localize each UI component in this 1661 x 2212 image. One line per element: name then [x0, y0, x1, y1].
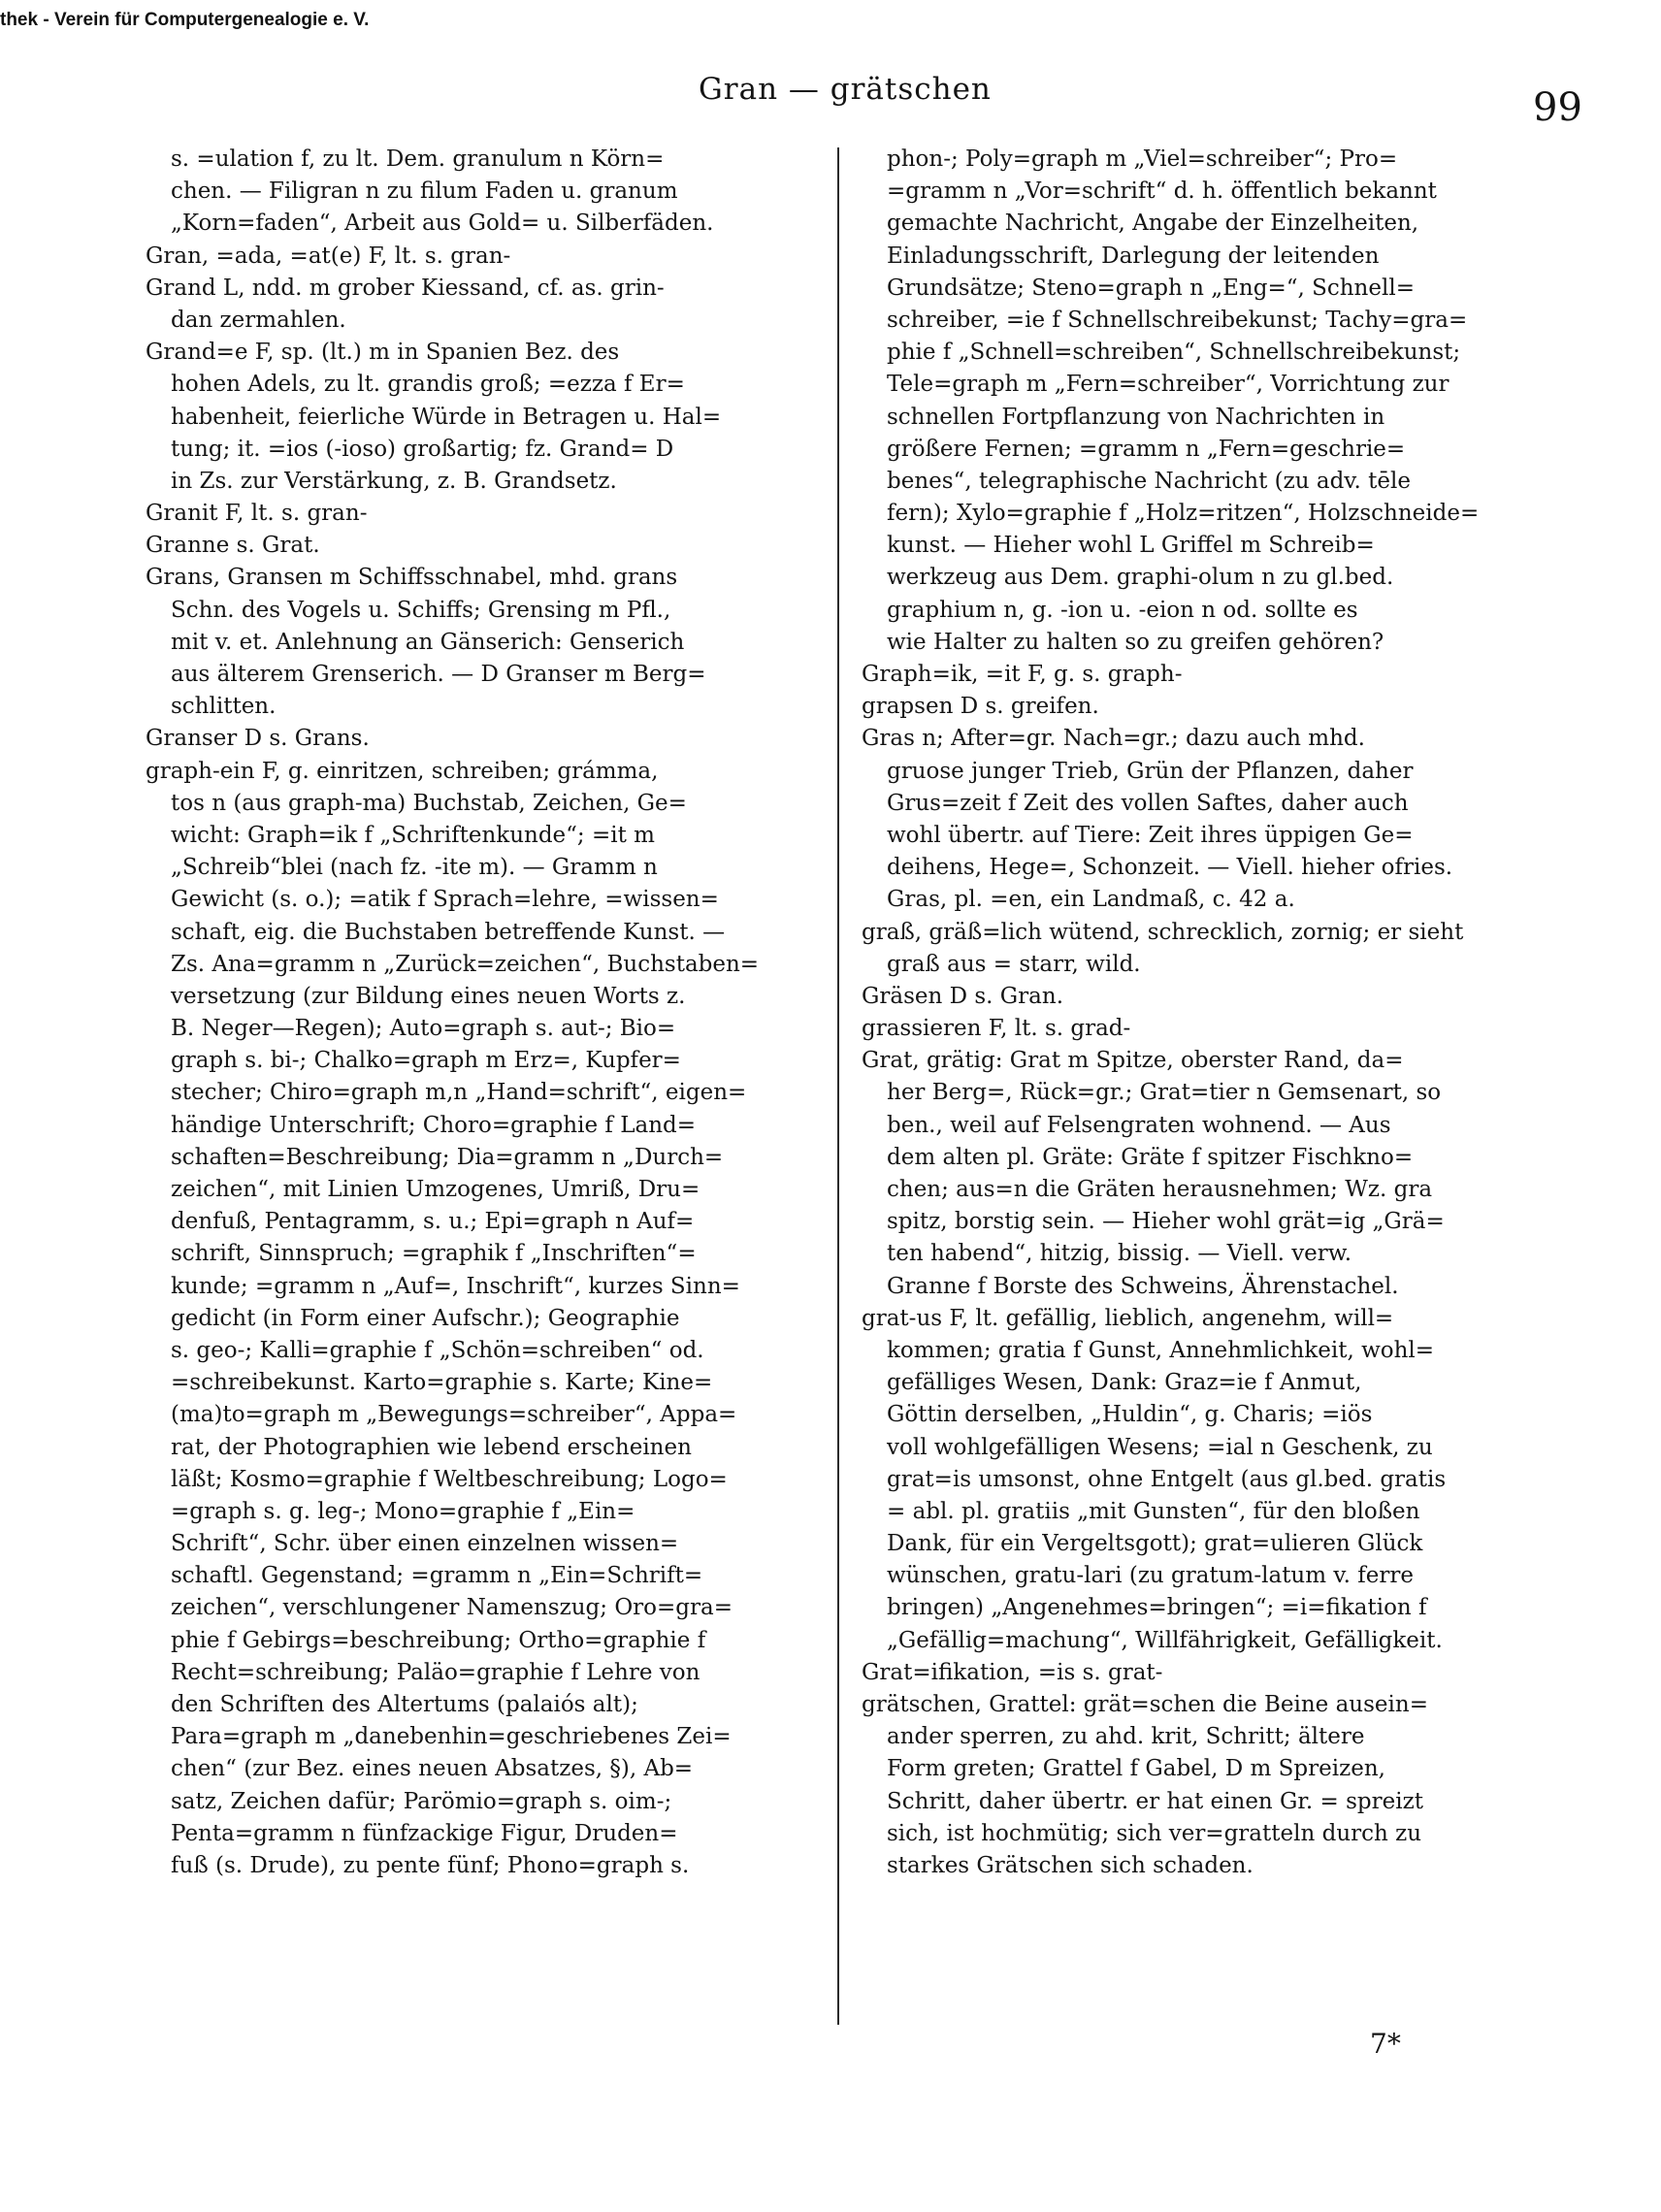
- right-column-line: deihens, Hege=, Schonzeit. — Viell. hieher ofries.: [887, 855, 1453, 881]
- right-column-line: chen; aus=n die Gräten herausnehmen; Wz. gra: [887, 1177, 1433, 1202]
- left-column-line: stecher; Chiro=graph m,n „Hand=schrift“, eigen=: [171, 1080, 747, 1106]
- right-column-line: Grus=zeit f Zeit des vollen Saftes, daher auch: [887, 790, 1409, 816]
- left-column-line: denfuß, Pentagramm, s. u.; Epi=graph n Auf=: [171, 1209, 695, 1235]
- right-column-line: größere Fernen; =gramm n „Fern=geschrie=: [887, 436, 1406, 462]
- right-column-line: spitz, borstig sein. — Hieher wohl grät=ig „Grä=: [887, 1209, 1445, 1235]
- left-column-line: händige Unterschrift; Choro=graphie f Land=: [171, 1112, 697, 1138]
- right-column-line: gruose junger Trieb, Grün der Pflanzen, daher: [887, 758, 1414, 784]
- right-column-line: grapsen D s. greifen.: [862, 694, 1099, 720]
- right-column-line: =gramm n „Vor=schrift“ d. h. öffentlich bekannt: [887, 179, 1437, 205]
- right-column-line: wie Halter zu halten so zu greifen gehören?: [887, 629, 1384, 655]
- left-column-line: mit v. et. Anlehnung an Gänserich: Genserich: [171, 629, 685, 655]
- left-column-line: tung; it. =ios (-ioso) großartig; fz. Grand= D: [171, 436, 674, 462]
- right-column-line: graphium n, g. -ion u. -eion n od. sollte es: [887, 597, 1358, 623]
- left-column-line: Recht=schreibung; Paläo=graphie f Lehre von: [171, 1659, 700, 1685]
- right-column-line: Grat, grätig: Grat m Spitze, oberster Rand, da=: [862, 1048, 1404, 1074]
- right-column-line: voll wohlgefälligen Wesens; =ial n Geschenk, zu: [887, 1434, 1433, 1460]
- left-column-line: Granne s. Grat.: [146, 533, 320, 559]
- left-column: [146, 144, 834, 1882]
- left-column-line: fuß (s. Drude), zu pente fünf; Phono=graph s.: [171, 1852, 690, 1878]
- left-column-line: B. Neger—Regen); Auto=graph s. aut-; Bio=: [171, 1016, 676, 1042]
- right-column-line: grassieren F, lt. s. grad-: [862, 1016, 1131, 1042]
- right-column-line: Einladungsschrift, Darlegung der leitenden: [887, 243, 1380, 269]
- right-column-line: ten habend“, hitzig, bissig. — Viell. verw.: [887, 1241, 1352, 1267]
- signature-mark: 7*: [1370, 2028, 1401, 2060]
- left-column-line: hohen Adels, zu lt. grandis groß; =ezza f Er=: [171, 372, 685, 398]
- right-column-line: phie f „Schnell=schreiben“, Schnellschreibekunst;: [887, 340, 1461, 366]
- page-number: 99: [1533, 85, 1582, 130]
- right-column-line: Dank, für ein Vergeltsgott); grat=ulieren Glück: [887, 1531, 1423, 1557]
- left-column-line: Grand=e F, sp. (lt.) m in Spanien Bez. des: [146, 340, 620, 366]
- right-column-line: grat=is umsonst, ohne Entgelt (aus gl.bed. gratis: [887, 1466, 1447, 1492]
- left-column-line: Grand L, ndd. m grober Kiessand, cf. as. grin-: [146, 275, 665, 301]
- right-column-line: werkzeug aus Dem. graphi-olum n zu gl.bed.: [887, 565, 1394, 591]
- right-column-line: gefälliges Wesen, Dank: Graz=ie f Anmut,: [887, 1370, 1362, 1396]
- right-column-line: gemachte Nachricht, Angabe der Einzelheiten,: [887, 211, 1419, 237]
- left-column-line: Zs. Ana=gramm n „Zurück=zeichen“, Buchstaben=: [171, 951, 760, 977]
- left-column-line: aus älterem Grenserich. — D Granser m Berg=: [171, 662, 706, 687]
- right-column-line: wohl übertr. auf Tiere: Zeit ihres üppigen Ge=: [887, 822, 1414, 848]
- left-column-line: den Schriften des Altertums (palaiós alt);: [171, 1692, 638, 1717]
- left-column-line: zeichen“, mit Linien Umzogenes, Umriß, Dru=: [171, 1177, 700, 1202]
- left-column-line: Schrift“, Schr. über einen einzelnen wissen=: [171, 1531, 679, 1557]
- left-column-line: läßt; Kosmo=graphie f Weltbeschreibung; Logo=: [171, 1466, 728, 1492]
- left-column-line: s. geo-; Kalli=graphie f „Schön=schreiben“ od.: [171, 1337, 704, 1363]
- right-column-line: schreiber, =ie f Schnellschreibekunst; Tachy=gra=: [887, 307, 1468, 333]
- right-column-line: kunst. — Hieher wohl L Griffel m Schreib=: [887, 533, 1375, 559]
- right-column-line: bringen) „Angenehmes=bringen“; =i=fikation f: [887, 1595, 1427, 1621]
- left-column-line: wicht: Graph=ik f „Schriftenkunde“; =it m: [171, 822, 655, 848]
- source-watermark: thek - Verein für Computergenealogie e. V.: [0, 10, 370, 30]
- left-column-line: Penta=gramm n fünfzackige Figur, Druden=: [171, 1820, 678, 1846]
- right-column-line: Gras, pl. =en, ein Landmaß, c. 42 a.: [887, 887, 1295, 913]
- left-column-line: gedicht (in Form einer Aufschr.); Geographie: [171, 1305, 680, 1331]
- left-column-line: Granit F, lt. s. gran-: [146, 501, 368, 527]
- right-column-line: wünschen, gratu-lari (zu gratum-latum v. ferre: [887, 1563, 1414, 1589]
- right-column-line: Gräsen D s. Gran.: [862, 983, 1063, 1009]
- left-column-line: versetzung (zur Bildung eines neuen Worts z.: [171, 983, 686, 1009]
- left-column-line: chen. — Filigran n zu filum Faden u. granum: [171, 179, 678, 205]
- left-column-line: habenheit, feierliche Würde in Betragen u. Hal=: [171, 404, 722, 430]
- left-column-line: Granser D s. Grans.: [146, 726, 370, 752]
- right-column-line: ben., weil auf Felsengraten wohnend. — Aus: [887, 1112, 1391, 1138]
- right-column-line: Tele=graph m „Fern=schreiber“, Vorrichtung zur: [887, 372, 1449, 398]
- right-column: [862, 144, 1580, 1882]
- right-column-line: grätschen, Grattel: grät=schen die Beine ausein=: [862, 1692, 1428, 1717]
- right-column-line: Gras n; After=gr. Nach=gr.; dazu auch mhd.: [862, 726, 1365, 752]
- right-column-line: „Gefällig=machung“, Willfährigkeit, Gefälligkeit.: [887, 1627, 1443, 1653]
- right-column-line: starkes Grätschen sich schaden.: [887, 1852, 1254, 1878]
- right-column-line: grat-us F, lt. gefällig, lieblich, angenehm, will=: [862, 1305, 1394, 1331]
- left-column-line: kunde; =gramm n „Auf=, Inschrift“, kurzes Sinn=: [171, 1273, 740, 1299]
- right-column-line: fern); Xylo=graphie f „Holz=ritzen“, Holzschneide=: [887, 501, 1480, 527]
- left-column-line: in Zs. zur Verstärkung, z. B. Grandsetz.: [171, 468, 617, 494]
- left-column-line: phie f Gebirgs=beschreibung; Ortho=graphie f: [171, 1627, 706, 1653]
- left-column-line: Gewicht (s. o.); =atik f Sprach=lehre, =wissen=: [171, 887, 719, 913]
- left-column-line: Para=graph m „danebenhin=geschriebenes Zei=: [171, 1724, 732, 1750]
- left-column-line: dan zermahlen.: [171, 307, 346, 333]
- right-column-line: = abl. pl. gratiis „mit Gunsten“, für den bloßen: [887, 1498, 1420, 1524]
- left-column-line: graph-ein F, g. einritzen, schreiben; grámma,: [146, 758, 659, 784]
- left-column-line: Grans, Gransen m Schiffsschnabel, mhd. grans: [146, 565, 678, 591]
- right-column-line: graß aus = starr, wild.: [887, 951, 1141, 977]
- right-column-line: Grat=ifikation, =is s. grat-: [862, 1659, 1163, 1685]
- right-column-line: ander sperren, zu ahd. krit, Schritt; ältere: [887, 1724, 1365, 1750]
- right-column-line: benes“, telegraphische Nachricht (zu adv. tēle: [887, 468, 1411, 494]
- left-column-line: satz, Zeichen dafür; Parömio=graph s. oim-;: [171, 1788, 672, 1814]
- left-column-line: chen“ (zur Bez. eines neuen Absatzes, §), Ab=: [171, 1756, 694, 1782]
- running-head: Gran — grätschen: [699, 72, 992, 107]
- right-column-line: Form greten; Grattel f Gabel, D m Spreizen,: [887, 1756, 1385, 1782]
- left-column-line: zeichen“, verschlungener Namenszug; Oro=gra=: [171, 1595, 733, 1621]
- right-column-line: her Berg=, Rück=gr.; Grat=tier n Gemsenart, so: [887, 1080, 1442, 1106]
- right-column-line: sich, ist hochmütig; sich ver=gratteln durch zu: [887, 1820, 1422, 1846]
- left-column-line: graph s. bi-; Chalko=graph m Erz=, Kupfer=: [171, 1048, 681, 1074]
- right-column-line: phon-; Poly=graph m „Viel=schreiber“; Pro=: [887, 146, 1398, 172]
- left-column-line: schaft, eig. die Buchstaben betreffende Kunst. —: [171, 919, 726, 945]
- left-column-line: Schn. des Vogels u. Schiffs; Grensing m Pfl.,: [171, 597, 671, 623]
- right-column-line: Granne f Borste des Schweins, Ährenstachel.: [887, 1273, 1399, 1299]
- right-column-line: Grundsätze; Steno=graph n „Eng=“, Schnell=: [887, 275, 1415, 301]
- left-column-line: schaften=Beschreibung; Dia=gramm n „Durch=: [171, 1144, 724, 1170]
- left-column-line: (ma)to=graph m „Bewegungs=schreiber“, Appa=: [171, 1402, 737, 1428]
- right-column-line: graß, gräß=lich wütend, schrecklich, zornig; er sieht: [862, 919, 1464, 945]
- right-column-line: kommen; gratia f Gunst, Annehmlichkeit, wohl=: [887, 1337, 1435, 1363]
- left-column-line: =graph s. g. leg-; Mono=graphie f „Ein=: [171, 1498, 635, 1524]
- right-column-line: dem alten pl. Gräte: Gräte f spitzer Fischkno=: [887, 1144, 1414, 1170]
- left-column-line: schaftl. Gegenstand; =gramm n „Ein=Schrift=: [171, 1563, 703, 1589]
- left-column-line: „Korn=faden“, Arbeit aus Gold= u. Silberfäden.: [171, 211, 714, 237]
- column-divider: [837, 147, 839, 2025]
- right-column-line: Graph=ik, =it F, g. s. graph-: [862, 662, 1183, 687]
- left-column-line: schlitten.: [171, 694, 277, 720]
- left-column-line: Gran, =ada, =at(e) F, lt. s. gran-: [146, 243, 511, 269]
- left-column-line: s. =ulation f, zu lt. Dem. granulum n Körn=: [171, 146, 665, 172]
- left-column-line: „Schreib“blei (nach fz. -ite m). — Gramm n: [171, 855, 658, 881]
- left-column-line: rat, der Photographien wie lebend erscheinen: [171, 1434, 692, 1460]
- right-column-line: Göttin derselben, „Huldin“, g. Charis; =iös: [887, 1402, 1373, 1428]
- right-column-line: Schritt, daher übertr. er hat einen Gr. = spreizt: [887, 1788, 1423, 1814]
- left-column-line: schrift, Sinnspruch; =graphik f „Inschriften“=: [171, 1241, 697, 1267]
- left-column-line: =schreibekunst. Karto=graphie s. Karte; Kine=: [171, 1370, 713, 1396]
- right-column-line: schnellen Fortpflanzung von Nachrichten in: [887, 404, 1385, 430]
- left-column-line: tos n (aus graph-ma) Buchstab, Zeichen, Ge=: [171, 790, 687, 816]
